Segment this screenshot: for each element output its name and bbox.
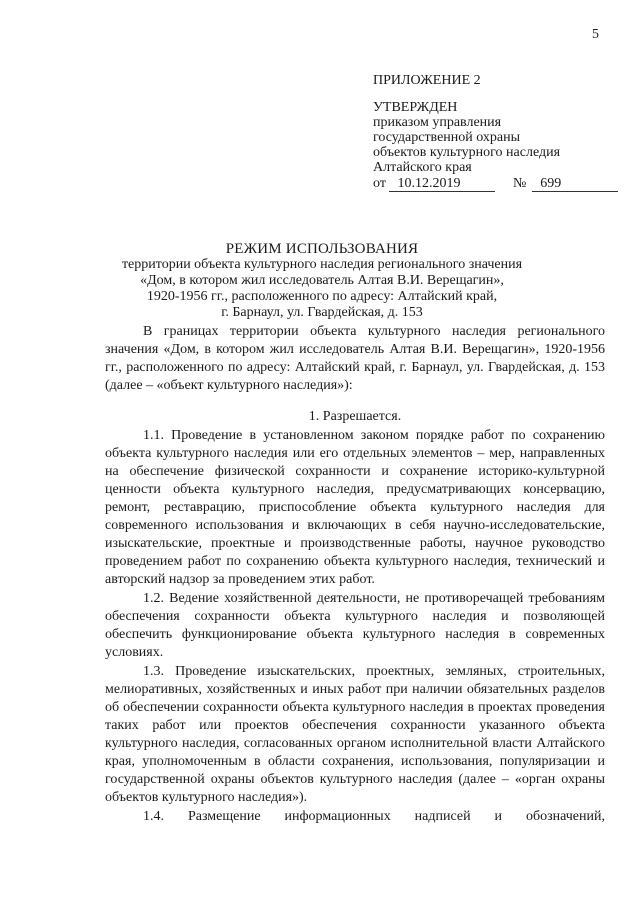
- approval-line: государственной охраны: [373, 130, 521, 145]
- clause-paragraph: 1.4. Размещение информационных надписей и обозначений,: [143, 809, 605, 824]
- title-line: 1920-1956 гг., расположенного по адресу: Алтайский край,: [146, 289, 498, 304]
- clause-paragraph: 1.3. Проведение изыскательских, проектных, земляных, строительных, мелиоративных, хозяйственных и иных работ при наличии обязательных разделов об обеспечении сохранности объекта культурного наследия в проектах проведения таких работ или проектов обеспечения сохранности указанного объекта культурного наследия, согласованных органом исполнительной власти Алтайского края, уполномоченным в области сохранения, использования, популяризации и государственной охраны объектов культурного наследия (далее – «орган охраны объектов культурного наследия»).: [105, 664, 605, 805]
- approval-line: объектов культурного наследия: [373, 145, 561, 160]
- page-number: 5: [592, 27, 599, 42]
- section-heading: 1. Разрешается.: [308, 409, 402, 424]
- order-reference: [373, 176, 623, 192]
- approval-line: приказом управления: [373, 115, 502, 130]
- title-line: г. Барнаул, ул. Гвардейская, д. 153: [221, 305, 423, 320]
- clause-paragraph: 1.1. Проведение в установленном законом порядке работ по сохранению объекта культурного наследия или его отдельных элементов – мер, направленных на обеспечение физической сохранности и сохранение историко-культурной ценности объекта культурного наследия, предусматривающих консервацию, ремонт, реставрацию, приспособление объекта культурного наследия для современного использования и включающих в себя научно-исследовательские, изыскательские, проектные и производственные работы, научное руководство проведением работ по сохранению объекта культурного наследия, технический и авторский надзор за проведением этих работ.: [105, 428, 605, 587]
- clause-paragraph: 1.2. Ведение хозяйственной деятельности, не противоречащей требованиям обеспечения сохранности объекта культурного наследия и позволяющей обеспечить функционирование объекта культурного наследия в современных условиях.: [105, 591, 605, 660]
- order-number: 699: [532, 177, 618, 192]
- approval-block: [373, 73, 623, 192]
- title-line: «Дом, в котором жил исследователь Алтая В.И. Верещагин»,: [140, 273, 504, 288]
- from-label: от: [373, 176, 386, 191]
- order-date: 10.12.2019: [389, 177, 495, 192]
- approved-label: УТВЕРЖДЕН: [373, 100, 458, 115]
- appendix-label: ПРИЛОЖЕНИЕ 2: [373, 73, 481, 88]
- title-heading: РЕЖИМ ИСПОЛЬЗОВАНИЯ: [225, 241, 419, 257]
- document-body: [105, 323, 605, 826]
- title-line: территории объекта культурного наследия регионального значения: [121, 257, 523, 272]
- document-title: [100, 241, 544, 321]
- number-sign: №: [512, 176, 527, 191]
- approval-line: Алтайского края: [373, 160, 472, 175]
- intro-paragraph: В границах территории объекта культурного наследия регионального значения «Дом, в котором жил исследователь Алтая В.И. Верещагин», 1920-1956 гг., расположенного по адресу: Алтайский край, г. Барнаул, ул. Гвардейская, д. 153 (далее – «объект культурного наследия»):: [105, 324, 605, 393]
